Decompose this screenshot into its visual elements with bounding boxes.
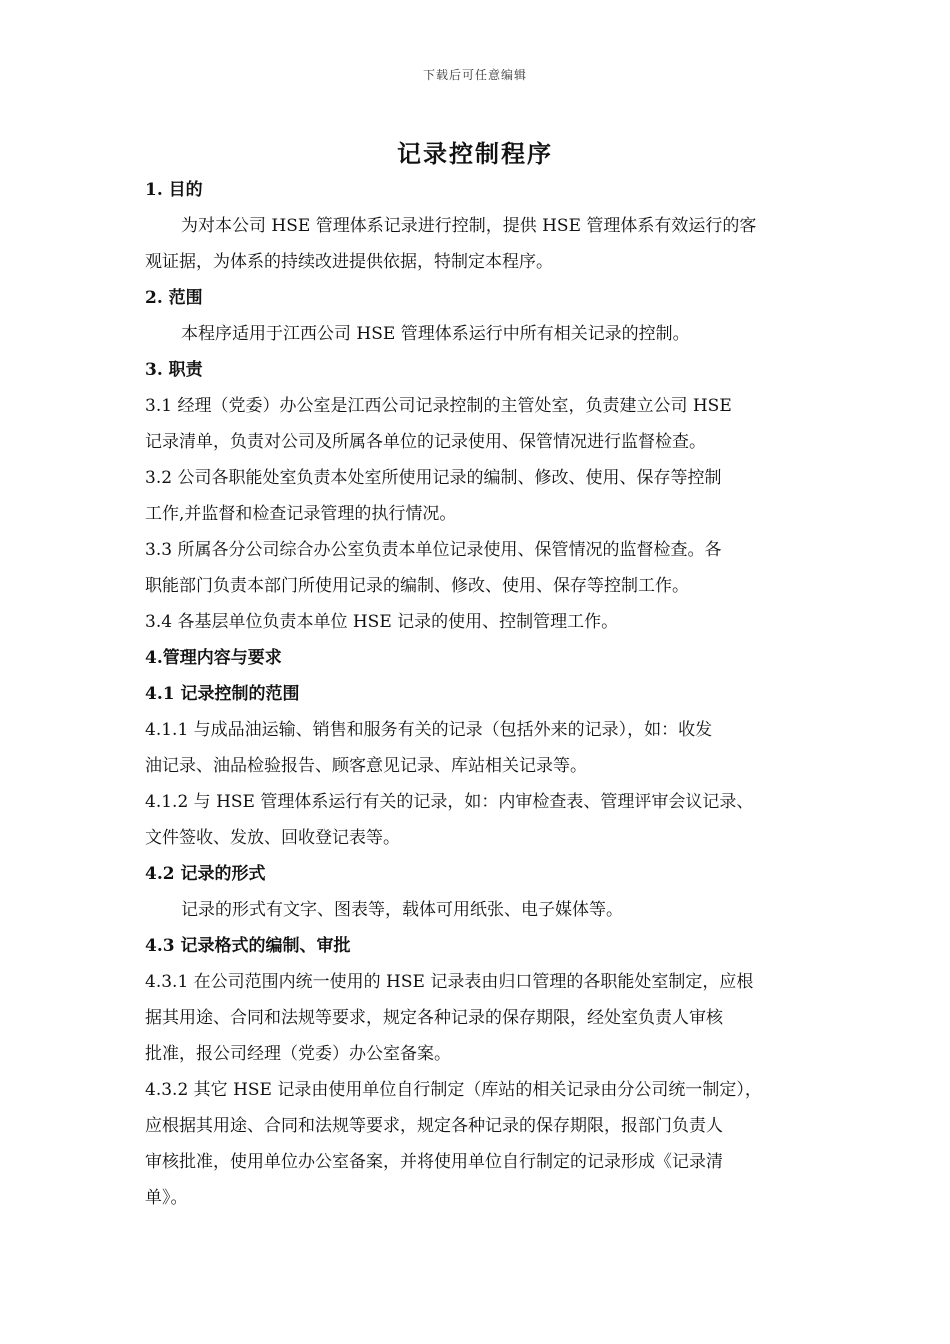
section-heading: 1. 目的	[145, 180, 203, 200]
paragraph-line: 文件签收、发放、回收登记表等。	[145, 828, 400, 848]
page-header: 下载后可任意编辑	[422, 68, 527, 82]
paragraph-line: 4.1.2 与 HSE 管理体系运行有关的记录，如：内审检查表、管理评审会议记录、	[145, 792, 754, 812]
paragraph-line: 油记录、油品检验报告、顾客意见记录、库站相关记录等。	[145, 756, 587, 776]
document-title: 记录控制程序	[397, 139, 553, 168]
paragraph-line: 观证据，为体系的持续改进提供依据，特制定本程序。	[145, 252, 553, 272]
paragraph-line: 本程序适用于江西公司 HSE 管理体系运行中所有相关记录的控制。	[181, 324, 690, 344]
section-heading: 3. 职责	[145, 360, 203, 380]
document-body	[145, 172, 820, 1216]
paragraph-line: 3.3 所属各分公司综合办公室负责本单位记录使用、保管情况的监督检查。各	[145, 540, 722, 560]
section-heading: 4.2 记录的形式	[145, 864, 266, 884]
paragraph-line: 4.3.1 在公司范围内统一使用的 HSE 记录表由归口管理的各职能处室制定，应根	[145, 972, 754, 992]
paragraph-line: 单》。	[145, 1188, 188, 1208]
paragraph-line: 3.2 公司各职能处室负责本处室所使用记录的编制、修改、使用、保存等控制	[145, 468, 722, 488]
paragraph-line: 3.4 各基层单位负责本单位 HSE 记录的使用、控制管理工作。	[145, 612, 619, 632]
paragraph-line: 记录清单，负责对公司及所属各单位的记录使用、保管情况进行监督检查。	[145, 432, 706, 452]
paragraph-line: 批准，报公司经理（党委）办公室备案。	[145, 1044, 451, 1064]
section-heading: 4.管理内容与要求	[145, 648, 282, 668]
section-heading: 4.3 记录格式的编制、审批	[145, 936, 351, 956]
paragraph-line: 审核批准，使用单位办公室备案，并将使用单位自行制定的记录形成《记录清	[145, 1152, 723, 1172]
paragraph-line: 4.3.2 其它 HSE 记录由使用单位自行制定（库站的相关记录由分公司统一制定），	[145, 1080, 762, 1100]
section-heading: 2. 范围	[145, 288, 203, 308]
paragraph-line: 为对本公司 HSE 管理体系记录进行控制，提供 HSE 管理体系有效运行的客	[181, 216, 757, 236]
paragraph-line: 职能部门负责本部门所使用记录的编制、修改、使用、保存等控制工作。	[145, 576, 689, 596]
paragraph-line: 4.1.1 与成品油运输、销售和服务有关的记录（包括外来的记录），如：收发	[145, 720, 713, 740]
paragraph-line: 工作,并监督和检查记录管理的执行情况。	[145, 504, 457, 524]
section-heading: 4.1 记录控制的范围	[145, 684, 300, 704]
paragraph-line: 记录的形式有文字、图表等，载体可用纸张、电子媒体等。	[181, 900, 623, 920]
paragraph-line: 应根据其用途、合同和法规等要求，规定各种记录的保存期限，报部门负责人	[145, 1116, 723, 1136]
paragraph-line: 据其用途、合同和法规等要求，规定各种记录的保存期限，经处室负责人审核	[145, 1008, 723, 1028]
paragraph-line: 3.1 经理（党委）办公室是江西公司记录控制的主管处室，负责建立公司 HSE	[145, 396, 732, 416]
